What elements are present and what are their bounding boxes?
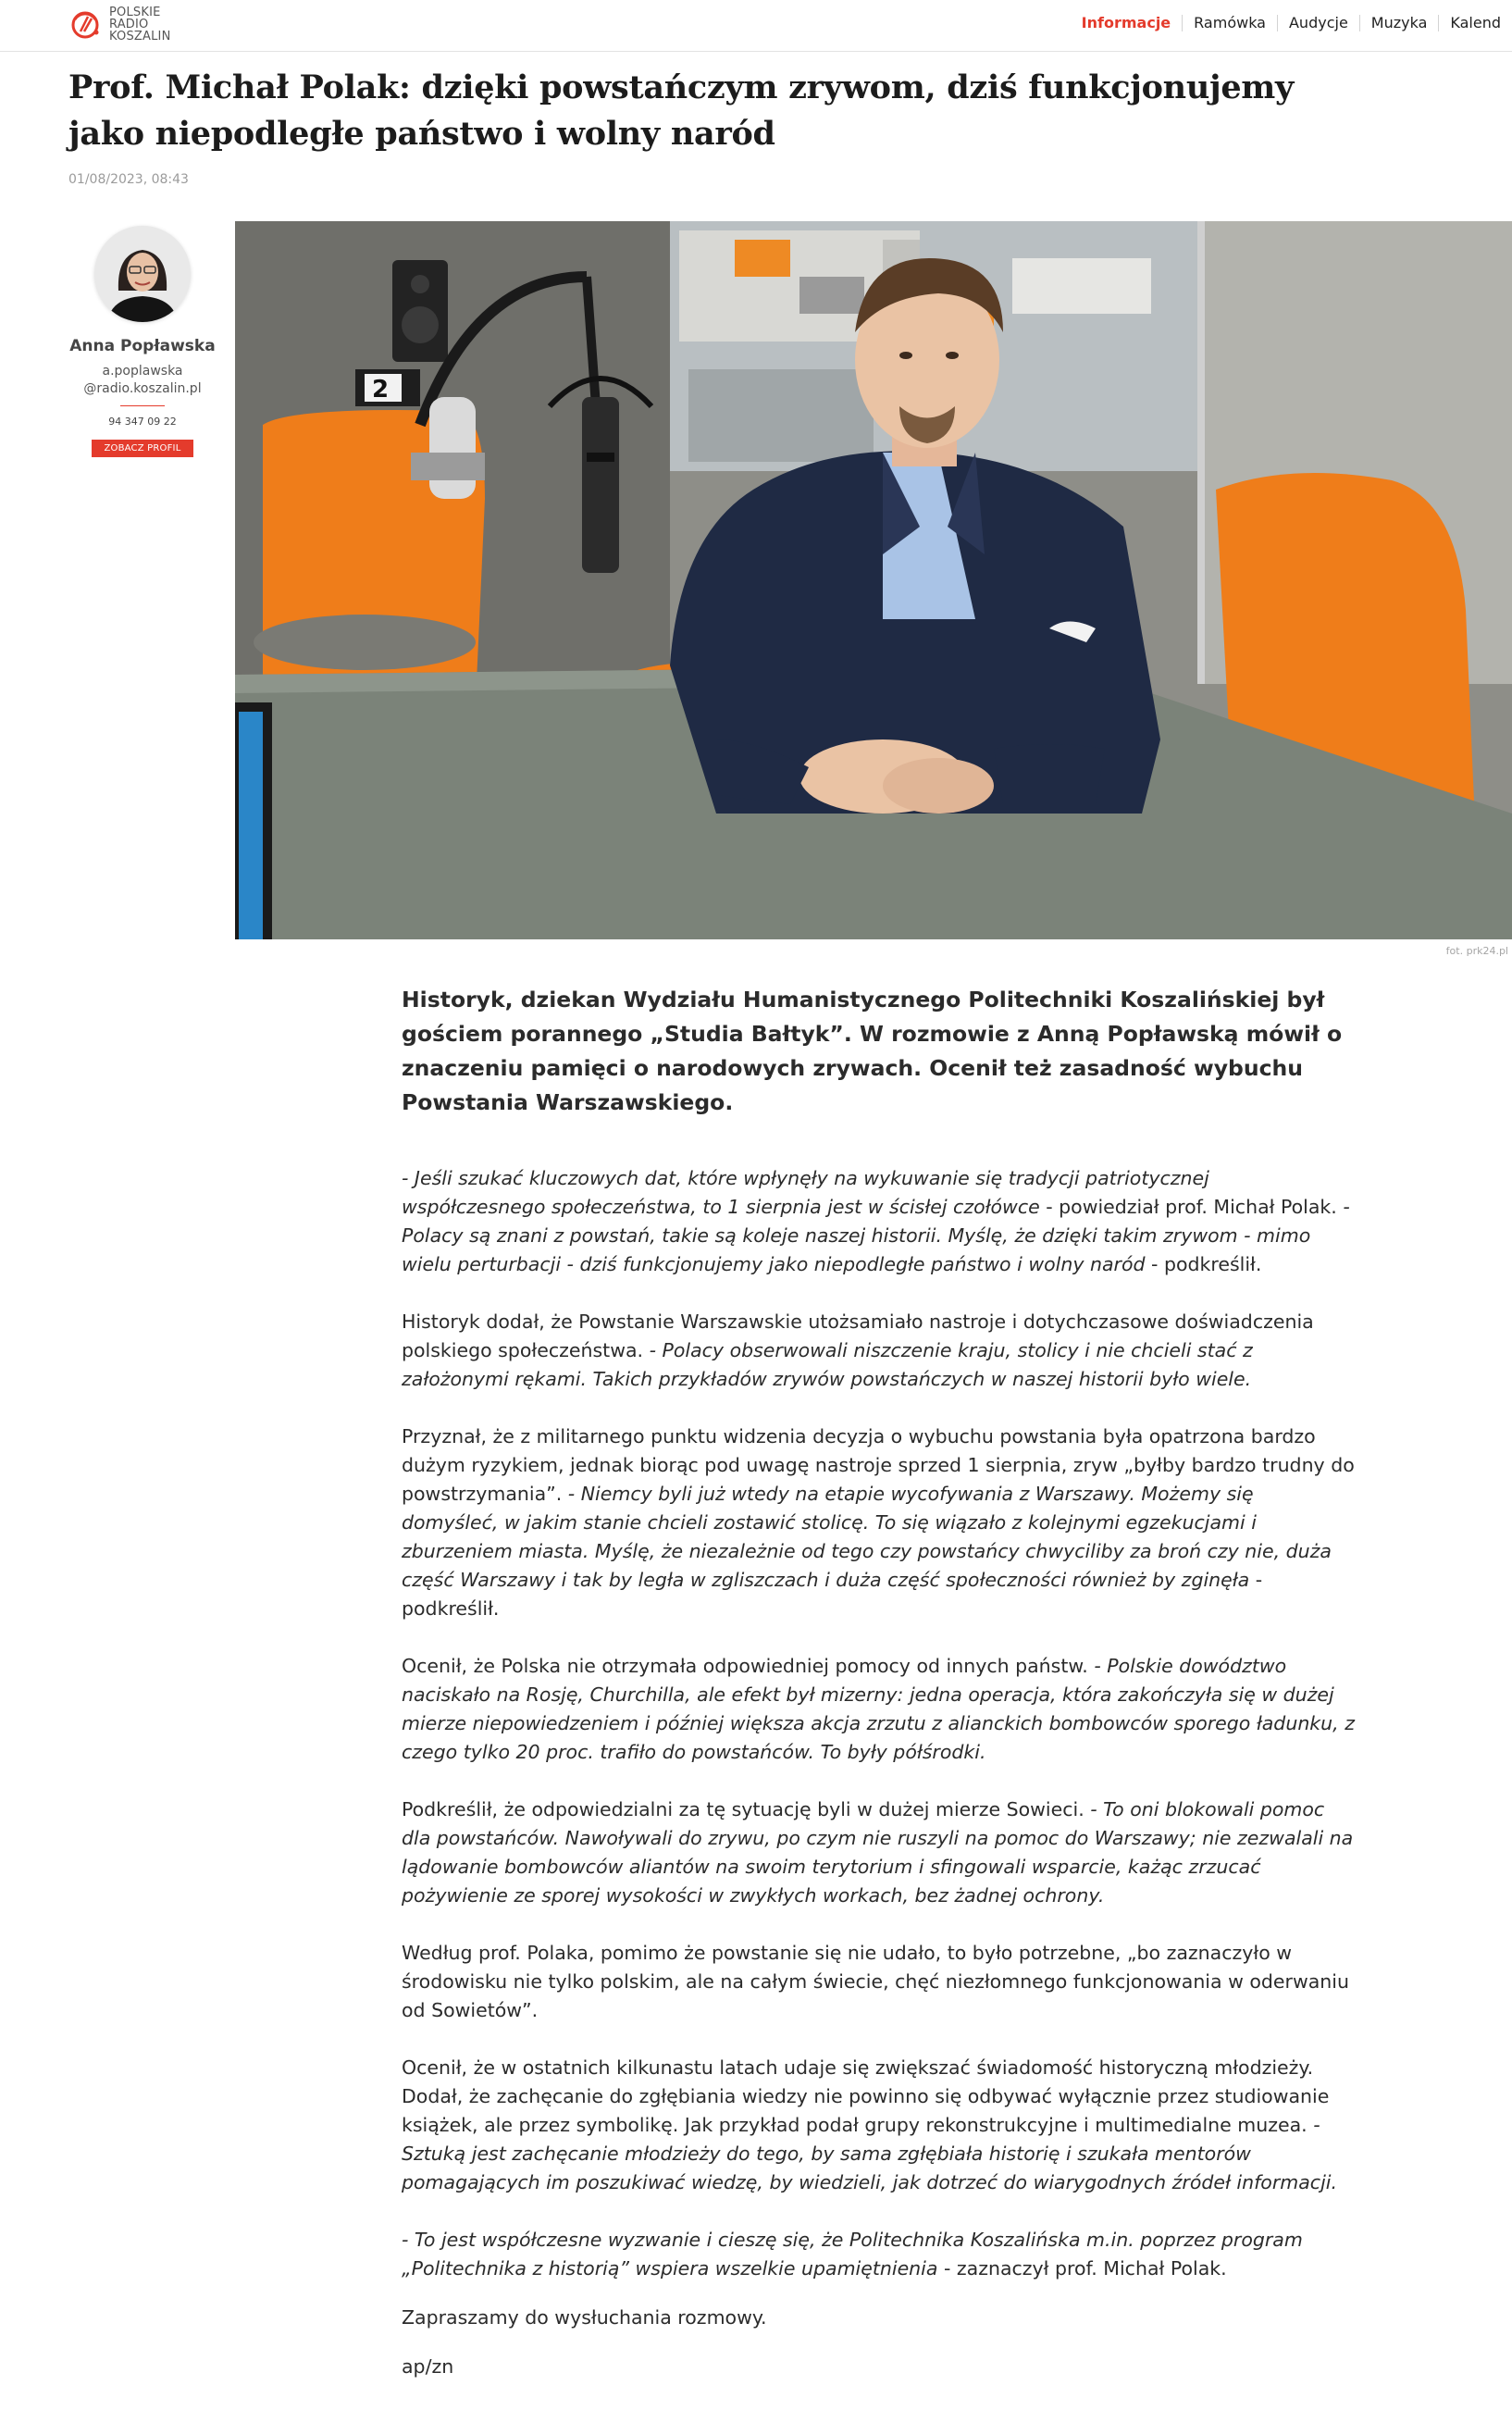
article-lead: Historyk, dziekan Wydziału Humanistycznego Politechniki Koszalińskiej był gościem porannego „Studia Bałtyk”. W rozmowie z Anną Popławską mówił o znaczeniu pamięci o narodowych zrywach. Ocenił też zasadność wybuchu Powstania Warszawskiego. xyxy=(402,987,1343,1115)
article-paragraph xyxy=(402,2054,1355,2197)
logo-line-1: POLSKIE xyxy=(109,6,161,19)
article-photo xyxy=(235,221,1512,939)
author-phone: 94 347 09 22 xyxy=(108,416,177,428)
svg-text:2: 2 xyxy=(372,376,390,404)
logo-line-2: RADIO xyxy=(109,18,149,31)
article-body xyxy=(402,1164,1355,2410)
paragraph-text: Ocenił, że Polska nie otrzymała odpowiedniej pomocy od innych państw. xyxy=(402,1655,1095,1677)
nav-item-audycje[interactable]: Audycje xyxy=(1277,15,1359,31)
author-card xyxy=(68,226,217,457)
paragraph-text: Historyk dodał, że Powstanie Warszawskie utożsamiało nastroje i dotychczasowe doświadczenia polskiego społeczeństwa. xyxy=(402,1311,1314,1361)
polskie-radio-logo-icon xyxy=(67,9,104,41)
article-paragraph xyxy=(402,1308,1355,1394)
paragraph-text: Według prof. Polaka, pomimo że powstanie się nie udało, to było potrzebne, „bo zaznaczyło w środowisku nie tylko polskim, ale na całym świecie, chęć niezłomnego funkcjonowania w oderwaniu od Sowietów”. xyxy=(402,1942,1349,2021)
article-paragraph xyxy=(402,2304,1355,2332)
paragraph-text: Podkreślił, że odpowiedzialni za tę sytuację byli w dużej mierze Sowieci. xyxy=(402,1798,1091,1820)
article-paragraph xyxy=(402,1422,1355,1623)
nav-item-informacje[interactable]: Informacje xyxy=(1081,14,1171,31)
author-email[interactable] xyxy=(68,363,217,398)
paragraph-text: - podkreślił. xyxy=(1145,1253,1262,1275)
article-paragraph xyxy=(402,2226,1355,2283)
article-paragraph xyxy=(402,1795,1355,1910)
author-divider xyxy=(120,405,165,406)
paragraph-text: - zaznaczył prof. Michał Polak. xyxy=(937,2257,1227,2280)
studio-photo-image xyxy=(235,221,1512,939)
see-profile-button[interactable]: ZOBACZ PROFIL xyxy=(92,440,194,457)
article-title: Prof. Michał Polak: dzięki powstańczym zrywom, dziś funkcjonujemy jako niepodległe państwo i wolny naród xyxy=(68,68,1295,153)
logo-line-3: KOSZALIN xyxy=(109,30,171,43)
author-email-line-2: @radio.koszalin.pl xyxy=(83,381,202,396)
article-paragraph xyxy=(402,1652,1355,1767)
article-paragraph xyxy=(402,1164,1355,1279)
paragraph-text: Zapraszamy do wysłuchania rozmowy. xyxy=(402,2306,767,2329)
quote-text: - To jest współczesne wyzwanie i cieszę się, że Politechnika Koszalińska m.in. poprzez program „Politechnika z historią” wspiera wszelkie upamiętnienia xyxy=(402,2229,1303,2280)
paragraph-text: Przyznał, że z militarnego punktu widzenia decyzja o wybuchu powstania była opatrzona bardzo dużym ryzykiem, jednak biorąc pod uwagę nastroje sprzed 1 sierpnia, zryw „byłby bardzo trudny do powstrzymania”. xyxy=(402,1425,1355,1505)
paragraph-text: - podkreślił. xyxy=(402,1569,1263,1620)
quote-text: - Jeśli szukać kluczowych dat, które wpłynęły na wykuwanie się tradycji patriotycznej współczesnego społeczeństwa, to 1 sierpnia jest w ścisłej czołówce xyxy=(402,1167,1209,1218)
paragraph-text: Ocenił, że w ostatnich kilkunastu latach udaje się zwiększać świadomość historyczną młodzieży. Dodał, że zachęcanie do zgłębiania wiedzy nie powinno się odbywać wyłącznie przez studiowanie książek, ale przez symbolikę. Jak przykład podał grupy rekonstrukcyjne i multimedialne muzea. xyxy=(402,2056,1330,2136)
paragraph-text: - powiedział prof. Michał Polak. xyxy=(1039,1196,1344,1218)
logo-text xyxy=(109,6,171,43)
quote-text: - Polacy obserwowali niszczenie kraju, stolicy i nie chcieli stać z założonymi rękami. Takich przykładów zrywów powstańczych w naszej historii było wiele. xyxy=(402,1339,1253,1390)
site-logo[interactable] xyxy=(67,6,171,43)
author-avatar[interactable] xyxy=(94,226,191,322)
nav-item-kalendarz[interactable]: Kalend xyxy=(1438,15,1512,31)
article-date: 01/08/2023, 08:43 xyxy=(68,172,189,187)
quote-text: - Niemcy byli już wtedy na etapie wycofywania z Warszawy. Możemy się domyśleć, w jakim stanie chcieli zostawić stolicę. To się wiązało z kolejnymi egzekucjami i zburzeniem miasta. Myślę, że niezależnie od tego czy powstańcy chwyciliby za broń czy nie, duża część Warszawy i tak by legła w zgliszczach i duża część społeczności również by zginęła xyxy=(402,1483,1332,1591)
author-name[interactable]: Anna Popławska xyxy=(69,337,216,355)
photo-credit: fot. prk24.pl xyxy=(1445,945,1508,957)
main-nav xyxy=(1071,15,1512,31)
author-avatar-image xyxy=(94,226,191,322)
nav-item-muzyka[interactable]: Muzyka xyxy=(1359,15,1439,31)
author-email-line-1: a.poplawska xyxy=(102,364,183,379)
quote-text: - Polacy są znani z powstań, takie są koleje naszej historii. Myślę, że dzięki takim zrywom - mimo wielu perturbacji - dziś funkcjonujemy jako niepodległe państwo i wolny naród xyxy=(402,1196,1350,1275)
signature-text: ap/zn xyxy=(402,2355,454,2378)
quote-text: - Sztuką jest zachęcanie młodzieży do tego, by sama zgłębiała historię i szukała mentorów pomagających im poszukiwać wiedzę, by wiedzieli, jak dotrzeć do wiarygodnych źródeł informacji. xyxy=(402,2114,1337,2193)
quote-text: - To oni blokowali pomoc dla powstańców. Nawoływali do zrywu, po czym nie ruszyli na pomoc do Warszawy; nie zezwalali na lądowanie bombowców aliantów na swoim terytorium i sfingowali wsparcie, każąc zrzucać pożywienie ze sporej wysokości w zwykłych workach, bez żadnej ochrony. xyxy=(402,1798,1354,1907)
article-paragraph xyxy=(402,2353,1355,2381)
nav-item-ramowka[interactable]: Ramówka xyxy=(1182,15,1277,31)
quote-text: - Polskie dowództwo naciskało na Rosję, Churchilla, ale efekt był mizerny: jedna operacja, która zakończyła się w dużej mierze niepowiedzeniem i później większa akcja zrzutu z alianckich bombowców sporego ładunku, z czego tylko 20 proc. trafiło do powstańców. To były półśrodki. xyxy=(402,1655,1355,1763)
site-header xyxy=(0,0,1512,52)
article-paragraph xyxy=(402,1939,1355,2025)
